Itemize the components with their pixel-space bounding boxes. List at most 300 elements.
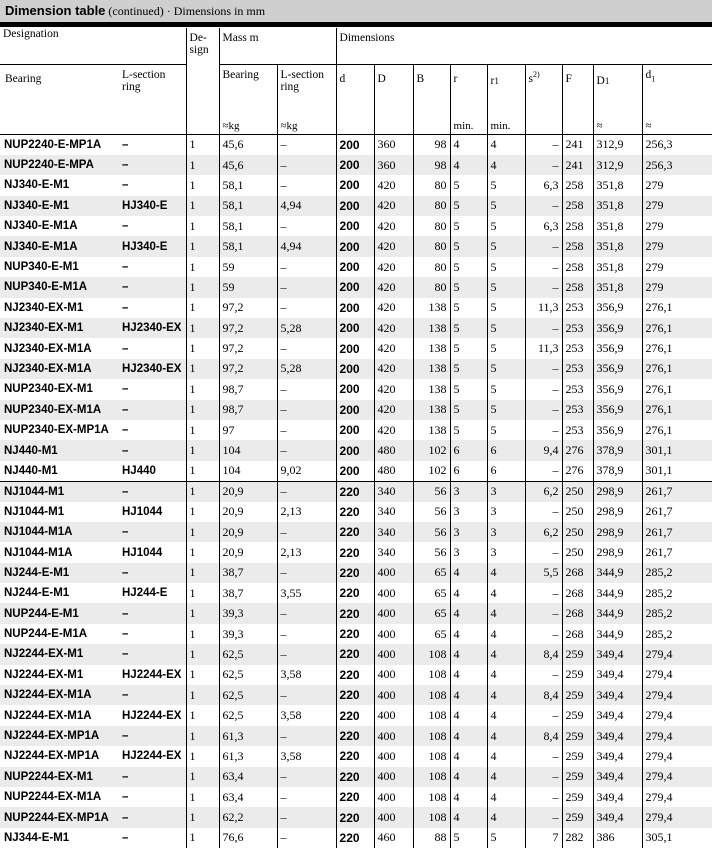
cell-design: 1 xyxy=(186,400,219,420)
header-design: De-sign xyxy=(186,28,219,135)
cell-B: 138 xyxy=(413,379,450,399)
cell-d1: 261,7 xyxy=(642,542,712,562)
table-row xyxy=(0,542,712,562)
cell-d1: 279,4 xyxy=(642,807,712,827)
cell-d: 200 xyxy=(336,440,374,460)
cell-B: 65 xyxy=(413,624,450,644)
cell-design: 1 xyxy=(186,563,219,583)
cell-s: – xyxy=(525,767,562,787)
cell-lsection-ring: HJ1044 xyxy=(119,502,186,522)
table-title-bar xyxy=(0,0,712,27)
cell-r: 4 xyxy=(450,135,487,155)
cell-designation: NJ2244-EX-M1A xyxy=(0,705,119,725)
cell-r1: 4 xyxy=(487,644,525,664)
cell-B: 56 xyxy=(413,502,450,522)
cell-d1: 305,1 xyxy=(642,828,712,848)
cell-r1: 5 xyxy=(487,379,525,399)
cell-F: 268 xyxy=(562,603,593,623)
cell-B: 65 xyxy=(413,563,450,583)
cell-B: 80 xyxy=(413,196,450,216)
cell-s: – xyxy=(525,542,562,562)
cell-mass-bearing: 59 xyxy=(219,277,277,297)
cell-mass-lsection: – xyxy=(277,726,336,746)
cell-d: 200 xyxy=(336,461,374,481)
cell-F: 250 xyxy=(562,542,593,562)
cell-designation: NUP340-E-M1 xyxy=(0,257,119,277)
cell-D1: 344,9 xyxy=(593,603,642,623)
cell-B: 138 xyxy=(413,400,450,420)
header-r1-min: min. xyxy=(491,120,511,132)
cell-D1: 344,9 xyxy=(593,583,642,603)
cell-D1: 356,9 xyxy=(593,420,642,440)
cell-d1: 279 xyxy=(642,175,712,195)
cell-D: 420 xyxy=(374,175,413,195)
cell-design: 1 xyxy=(186,277,219,297)
cell-F: 259 xyxy=(562,685,593,705)
cell-r1: 4 xyxy=(487,807,525,827)
cell-D: 400 xyxy=(374,746,413,766)
cell-F: 253 xyxy=(562,298,593,318)
cell-F: 259 xyxy=(562,787,593,807)
cell-r: 4 xyxy=(450,807,487,827)
cell-lsection-ring: – xyxy=(119,685,186,705)
cell-B: 80 xyxy=(413,236,450,256)
cell-B: 108 xyxy=(413,665,450,685)
cell-F: 259 xyxy=(562,705,593,725)
cell-d1: 276,1 xyxy=(642,379,712,399)
table-row xyxy=(0,828,712,848)
cell-d1: 285,2 xyxy=(642,583,712,603)
cell-D: 420 xyxy=(374,298,413,318)
cell-B: 80 xyxy=(413,175,450,195)
cell-designation: NUP2340-EX-M1A xyxy=(0,400,119,420)
cell-mass-lsection: – xyxy=(277,155,336,175)
header-d1 xyxy=(642,65,712,135)
cell-designation: NUP244-E-M1A xyxy=(0,624,119,644)
cell-F: 258 xyxy=(562,257,593,277)
cell-D: 420 xyxy=(374,400,413,420)
cell-r: 3 xyxy=(450,542,487,562)
cell-mass-bearing: 45,6 xyxy=(219,155,277,175)
cell-design: 1 xyxy=(186,828,219,848)
table-row xyxy=(0,338,712,358)
cell-D: 400 xyxy=(374,644,413,664)
cell-d: 220 xyxy=(336,746,374,766)
cell-designation: NUP2244-EX-M1A xyxy=(0,787,119,807)
cell-r1: 4 xyxy=(487,135,525,155)
cell-D1: 351,8 xyxy=(593,257,642,277)
cell-s: – xyxy=(525,603,562,623)
cell-mass-lsection: 5,28 xyxy=(277,359,336,379)
cell-mass-bearing: 104 xyxy=(219,461,277,481)
cell-s: 11,3 xyxy=(525,338,562,358)
cell-lsection-ring: – xyxy=(119,522,186,542)
cell-B: 138 xyxy=(413,318,450,338)
cell-lsection-ring: – xyxy=(119,379,186,399)
cell-designation: NJ244-E-M1 xyxy=(0,563,119,583)
table-row xyxy=(0,481,712,501)
cell-B: 108 xyxy=(413,787,450,807)
cell-B: 102 xyxy=(413,461,450,481)
cell-r: 5 xyxy=(450,277,487,297)
cell-B: 80 xyxy=(413,277,450,297)
cell-D1: 298,9 xyxy=(593,502,642,522)
cell-mass-bearing: 20,9 xyxy=(219,502,277,522)
cell-mass-bearing: 62,5 xyxy=(219,644,277,664)
header-mass-bearing-label: Bearing xyxy=(223,69,259,81)
cell-design: 1 xyxy=(186,502,219,522)
header-mass: Mass m xyxy=(219,28,336,65)
cell-d1: 279,4 xyxy=(642,726,712,746)
cell-lsection-ring: HJ1044 xyxy=(119,542,186,562)
cell-D: 400 xyxy=(374,767,413,787)
cell-designation: NJ1044-M1A xyxy=(0,542,119,562)
cell-design: 1 xyxy=(186,522,219,542)
cell-r: 5 xyxy=(450,196,487,216)
cell-r1: 5 xyxy=(487,359,525,379)
header-r1-label: r1 xyxy=(491,75,499,87)
table-row xyxy=(0,155,712,175)
table-row xyxy=(0,277,712,297)
cell-d: 200 xyxy=(336,318,374,338)
header-r1 xyxy=(487,65,525,135)
cell-lsection-ring: – xyxy=(119,767,186,787)
cell-r: 6 xyxy=(450,440,487,460)
cell-d: 200 xyxy=(336,400,374,420)
cell-B: 108 xyxy=(413,767,450,787)
cell-D: 420 xyxy=(374,379,413,399)
cell-r: 5 xyxy=(450,338,487,358)
cell-lsection-ring: HJ440 xyxy=(119,461,186,481)
cell-r1: 3 xyxy=(487,481,525,501)
cell-d1: 276,1 xyxy=(642,318,712,338)
cell-F: 268 xyxy=(562,624,593,644)
cell-designation: NJ344-E-M1 xyxy=(0,828,119,848)
cell-lsection-ring: HJ2244-EX xyxy=(119,665,186,685)
cell-D: 460 xyxy=(374,828,413,848)
cell-r1: 3 xyxy=(487,522,525,542)
cell-designation: NJ340-E-M1A xyxy=(0,216,119,236)
cell-designation: NJ440-M1 xyxy=(0,440,119,460)
cell-r: 5 xyxy=(450,400,487,420)
cell-lsection-ring: – xyxy=(119,563,186,583)
cell-design: 1 xyxy=(186,624,219,644)
cell-s: – xyxy=(525,665,562,685)
cell-lsection-ring: HJ340-E xyxy=(119,196,186,216)
cell-designation: NJ1044-M1A xyxy=(0,522,119,542)
cell-lsection-ring: HJ2244-EX xyxy=(119,746,186,766)
cell-design: 1 xyxy=(186,807,219,827)
cell-lsection-ring: – xyxy=(119,726,186,746)
cell-r: 4 xyxy=(450,726,487,746)
cell-d: 220 xyxy=(336,481,374,501)
cell-lsection-ring: HJ244-E xyxy=(119,583,186,603)
cell-s: 6,3 xyxy=(525,216,562,236)
cell-lsection-ring: – xyxy=(119,787,186,807)
cell-d: 220 xyxy=(336,726,374,746)
cell-d: 200 xyxy=(336,359,374,379)
cell-designation: NJ244-E-M1 xyxy=(0,583,119,603)
table-row xyxy=(0,767,712,787)
cell-d: 200 xyxy=(336,175,374,195)
header-D1-label: D1 xyxy=(597,75,610,87)
cell-mass-bearing: 97,2 xyxy=(219,318,277,338)
cell-d: 220 xyxy=(336,502,374,522)
table-row xyxy=(0,583,712,603)
cell-mass-bearing: 38,7 xyxy=(219,583,277,603)
cell-F: 259 xyxy=(562,807,593,827)
cell-d: 220 xyxy=(336,522,374,542)
cell-s: – xyxy=(525,787,562,807)
cell-designation: NJ2340-EX-M1A xyxy=(0,338,119,358)
cell-F: 258 xyxy=(562,216,593,236)
cell-s: – xyxy=(525,705,562,725)
header-F: F xyxy=(562,65,593,135)
cell-d1: 279 xyxy=(642,236,712,256)
cell-s: – xyxy=(525,624,562,644)
cell-D1: 351,8 xyxy=(593,175,642,195)
cell-d1: 279,4 xyxy=(642,705,712,725)
cell-mass-bearing: 62,5 xyxy=(219,665,277,685)
cell-design: 1 xyxy=(186,705,219,725)
cell-D1: 351,8 xyxy=(593,236,642,256)
cell-mass-bearing: 62,5 xyxy=(219,705,277,725)
cell-r: 3 xyxy=(450,481,487,501)
cell-d1: 261,7 xyxy=(642,522,712,542)
cell-mass-lsection: – xyxy=(277,216,336,236)
cell-d: 200 xyxy=(336,216,374,236)
cell-mass-lsection: 3,58 xyxy=(277,665,336,685)
cell-mass-bearing: 63,4 xyxy=(219,767,277,787)
cell-r: 6 xyxy=(450,461,487,481)
cell-lsection-ring: – xyxy=(119,216,186,236)
cell-D: 340 xyxy=(374,481,413,501)
cell-design: 1 xyxy=(186,318,219,338)
cell-F: 259 xyxy=(562,746,593,766)
cell-design: 1 xyxy=(186,542,219,562)
cell-D1: 356,9 xyxy=(593,298,642,318)
cell-design: 1 xyxy=(186,359,219,379)
cell-mass-bearing: 97,2 xyxy=(219,298,277,318)
cell-r1: 5 xyxy=(487,216,525,236)
cell-mass-lsection: 3,58 xyxy=(277,705,336,725)
cell-s: – xyxy=(525,318,562,338)
table-row xyxy=(0,603,712,623)
cell-mass-lsection: – xyxy=(277,807,336,827)
cell-F: 241 xyxy=(562,135,593,155)
cell-d: 200 xyxy=(336,257,374,277)
cell-designation: NUP2240-E-MPA xyxy=(0,155,119,175)
cell-d: 220 xyxy=(336,787,374,807)
cell-F: 259 xyxy=(562,726,593,746)
cell-d1: 276,1 xyxy=(642,298,712,318)
cell-B: 65 xyxy=(413,583,450,603)
cell-D: 340 xyxy=(374,502,413,522)
cell-F: 253 xyxy=(562,359,593,379)
cell-designation: NJ1044-M1 xyxy=(0,481,119,501)
cell-F: 250 xyxy=(562,522,593,542)
header-mass-bearing xyxy=(219,65,277,135)
cell-D: 400 xyxy=(374,603,413,623)
cell-r1: 3 xyxy=(487,502,525,522)
table-row xyxy=(0,379,712,399)
cell-D: 340 xyxy=(374,522,413,542)
cell-lsection-ring: – xyxy=(119,155,186,175)
cell-design: 1 xyxy=(186,216,219,236)
cell-design: 1 xyxy=(186,461,219,481)
cell-r1: 6 xyxy=(487,440,525,460)
cell-mass-bearing: 104 xyxy=(219,440,277,460)
cell-lsection-ring: – xyxy=(119,644,186,664)
cell-mass-lsection: – xyxy=(277,135,336,155)
cell-mass-lsection: – xyxy=(277,563,336,583)
cell-d: 200 xyxy=(336,420,374,440)
cell-D1: 356,9 xyxy=(593,379,642,399)
cell-F: 282 xyxy=(562,828,593,848)
cell-mass-bearing: 20,9 xyxy=(219,481,277,501)
cell-d1: 276,1 xyxy=(642,359,712,379)
cell-d1: 279,4 xyxy=(642,644,712,664)
cell-r: 5 xyxy=(450,379,487,399)
cell-design: 1 xyxy=(186,135,219,155)
cell-r: 5 xyxy=(450,175,487,195)
cell-mass-lsection: – xyxy=(277,603,336,623)
cell-D1: 349,4 xyxy=(593,807,642,827)
cell-mass-lsection: – xyxy=(277,277,336,297)
cell-mass-bearing: 20,9 xyxy=(219,542,277,562)
cell-mass-bearing: 97 xyxy=(219,420,277,440)
cell-r1: 4 xyxy=(487,767,525,787)
cell-d: 220 xyxy=(336,705,374,725)
cell-d: 220 xyxy=(336,542,374,562)
cell-D: 420 xyxy=(374,318,413,338)
cell-design: 1 xyxy=(186,787,219,807)
cell-d: 220 xyxy=(336,807,374,827)
cell-mass-bearing: 98,7 xyxy=(219,379,277,399)
cell-designation: NUP244-E-M1 xyxy=(0,603,119,623)
cell-mass-bearing: 58,1 xyxy=(219,175,277,195)
cell-s: – xyxy=(525,135,562,155)
cell-s: – xyxy=(525,400,562,420)
cell-B: 108 xyxy=(413,685,450,705)
cell-d: 220 xyxy=(336,665,374,685)
cell-F: 250 xyxy=(562,502,593,522)
table-row xyxy=(0,135,712,155)
cell-r1: 5 xyxy=(487,420,525,440)
cell-lsection-ring: – xyxy=(119,277,186,297)
cell-D1: 349,4 xyxy=(593,644,642,664)
cell-designation: NJ2244-EX-MP1A xyxy=(0,746,119,766)
table-row xyxy=(0,502,712,522)
header-d1-label: $d_1$ xyxy=(646,69,656,81)
cell-design: 1 xyxy=(186,440,219,460)
cell-r: 5 xyxy=(450,236,487,256)
cell-mass-lsection: 2,13 xyxy=(277,502,336,522)
cell-d: 200 xyxy=(336,298,374,318)
cell-d1: 285,2 xyxy=(642,563,712,583)
cell-designation: NUP2244-EX-M1 xyxy=(0,767,119,787)
cell-lsection-ring: – xyxy=(119,400,186,420)
table-row xyxy=(0,726,712,746)
cell-d1: 285,2 xyxy=(642,624,712,644)
cell-r1: 5 xyxy=(487,828,525,848)
cell-D1: 298,9 xyxy=(593,522,642,542)
header-s: $s^{2)}$ xyxy=(525,65,562,135)
table-row xyxy=(0,665,712,685)
cell-F: 258 xyxy=(562,196,593,216)
cell-D: 360 xyxy=(374,135,413,155)
cell-d: 200 xyxy=(336,338,374,358)
cell-d1: 276,1 xyxy=(642,338,712,358)
cell-D1: 356,9 xyxy=(593,400,642,420)
cell-r: 4 xyxy=(450,155,487,175)
cell-r: 5 xyxy=(450,420,487,440)
cell-designation: NJ2340-EX-M1A xyxy=(0,359,119,379)
cell-lsection-ring: – xyxy=(119,828,186,848)
cell-F: 276 xyxy=(562,440,593,460)
cell-B: 102 xyxy=(413,440,450,460)
cell-lsection-ring: – xyxy=(119,624,186,644)
cell-B: 88 xyxy=(413,828,450,848)
cell-d1: 279 xyxy=(642,277,712,297)
cell-design: 1 xyxy=(186,236,219,256)
cell-r: 4 xyxy=(450,603,487,623)
cell-D: 400 xyxy=(374,563,413,583)
cell-B: 65 xyxy=(413,603,450,623)
cell-mass-lsection: – xyxy=(277,481,336,501)
cell-d: 220 xyxy=(336,767,374,787)
table-row xyxy=(0,257,712,277)
cell-B: 108 xyxy=(413,746,450,766)
cell-s: 8,4 xyxy=(525,726,562,746)
cell-s: 5,5 xyxy=(525,563,562,583)
cell-mass-bearing: 97,2 xyxy=(219,338,277,358)
table-body xyxy=(0,135,712,848)
cell-mass-lsection: – xyxy=(277,338,336,358)
cell-d1: 301,1 xyxy=(642,440,712,460)
header-d: d xyxy=(336,65,374,135)
cell-lsection-ring: HJ340-E xyxy=(119,236,186,256)
cell-r: 4 xyxy=(450,787,487,807)
cell-B: 98 xyxy=(413,135,450,155)
cell-lsection-ring: HJ2244-EX xyxy=(119,705,186,725)
header-D1-approx: ≈ xyxy=(597,120,603,132)
cell-d: 220 xyxy=(336,603,374,623)
cell-F: 241 xyxy=(562,155,593,175)
cell-mass-lsection: – xyxy=(277,685,336,705)
cell-B: 56 xyxy=(413,542,450,562)
cell-mass-lsection: – xyxy=(277,787,336,807)
header-mass-lsection-label: L-section ring xyxy=(281,69,324,93)
header-bearing: Bearing xyxy=(0,65,119,135)
header-row-1 xyxy=(0,28,712,65)
cell-D: 400 xyxy=(374,583,413,603)
cell-D: 400 xyxy=(374,726,413,746)
cell-lsection-ring: – xyxy=(119,338,186,358)
header-d1-approx: ≈ xyxy=(646,120,652,132)
cell-r: 4 xyxy=(450,583,487,603)
cell-mass-bearing: 63,4 xyxy=(219,787,277,807)
table-row xyxy=(0,644,712,664)
cell-d: 200 xyxy=(336,379,374,399)
cell-designation: NJ2244-EX-M1 xyxy=(0,644,119,664)
cell-mass-lsection: – xyxy=(277,379,336,399)
cell-B: 138 xyxy=(413,359,450,379)
cell-F: 268 xyxy=(562,563,593,583)
cell-d1: 256,3 xyxy=(642,135,712,155)
cell-mass-lsection: – xyxy=(277,767,336,787)
cell-mass-lsection: – xyxy=(277,257,336,277)
